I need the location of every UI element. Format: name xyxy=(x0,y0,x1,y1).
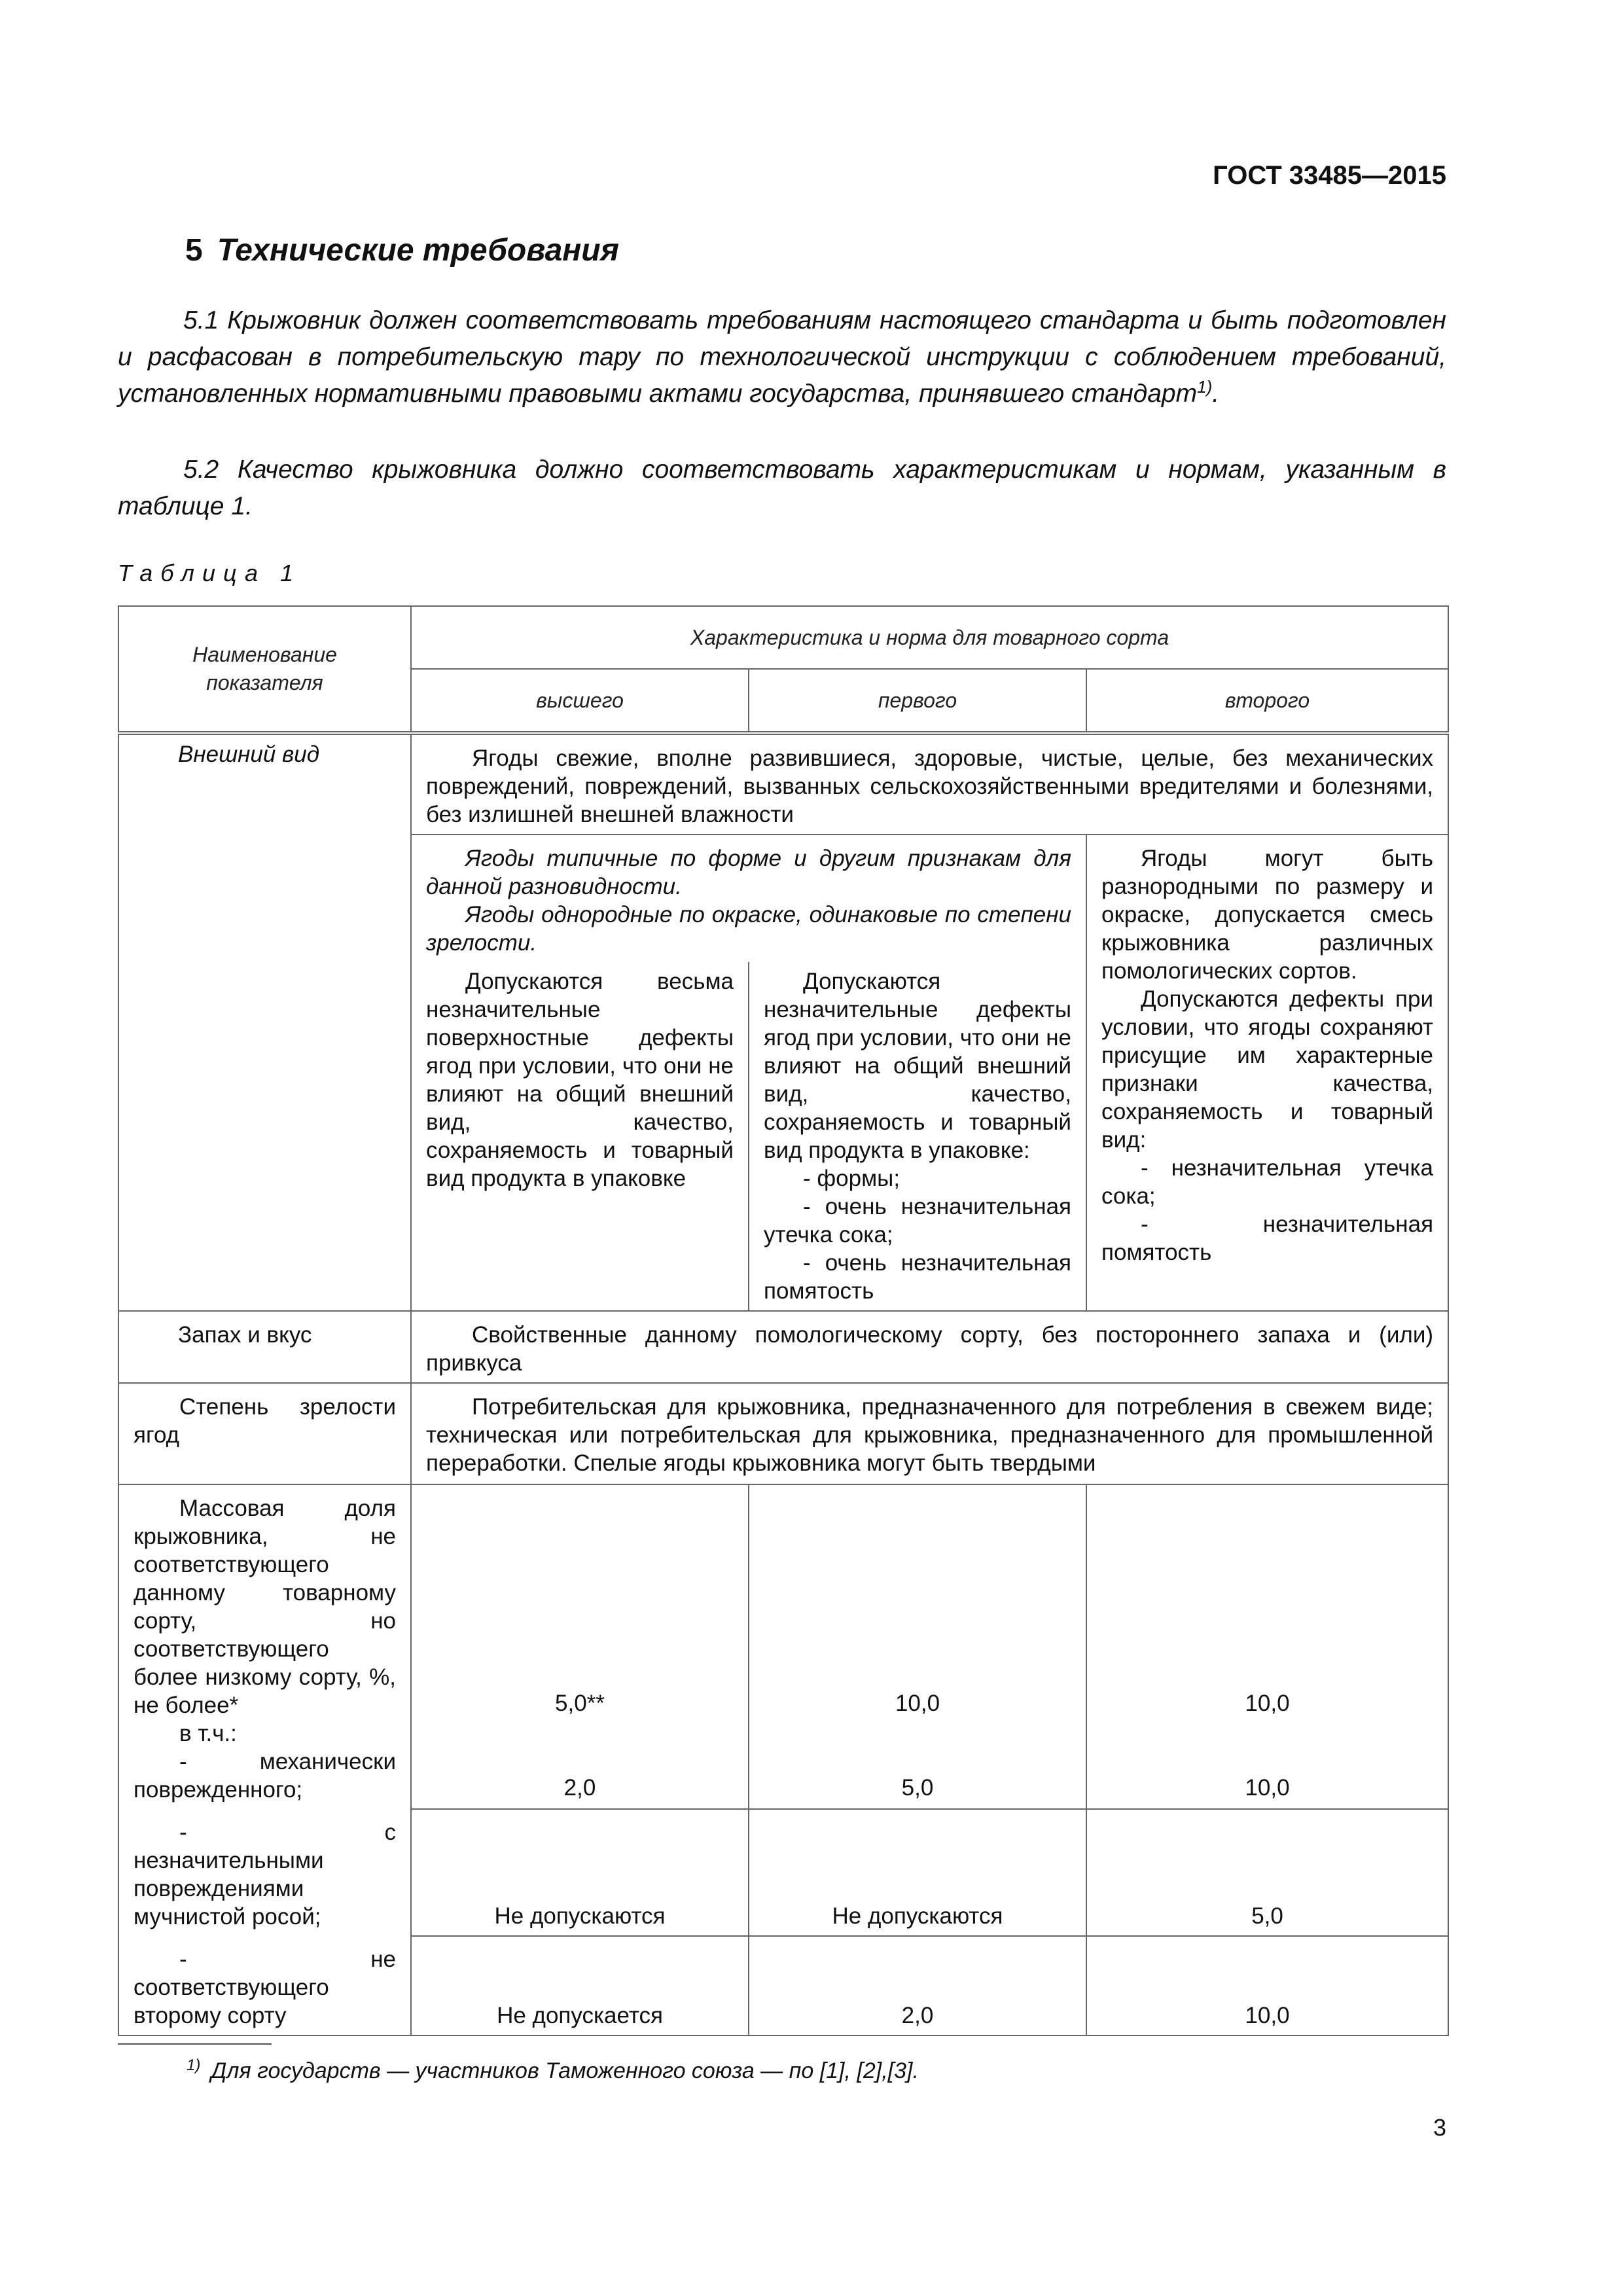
row-mildew-name: - с незначительными повреждениями мучнистой росой; xyxy=(118,1809,411,1936)
appearance-typical-shape: Ягоды типичные по форме и другим признакам для данной разновидности. xyxy=(426,846,1071,899)
mildew-value-highest: Не допускаются xyxy=(411,1809,749,1936)
footnote-separator xyxy=(118,2043,272,2045)
row-nonsecond-name: - не соответствующего второму сорту xyxy=(118,1936,411,2036)
appearance-first-grade xyxy=(749,962,1086,1311)
appearance-first-item: - формы; xyxy=(803,1166,901,1191)
appearance-highest-grade: Допускаются весьма незначительные поверхностные дефекты ягод при условии, что они не влияют на общий внешний вид, качество, сохраняемость и товарный вид продукта в упаковке xyxy=(411,962,749,1311)
paragraph-5-1-end: . xyxy=(1212,380,1220,408)
quality-table xyxy=(118,605,1449,2036)
paragraph-5-1 xyxy=(118,302,1446,412)
appearance-first-item: - очень незначительная утечка сока; xyxy=(764,1194,1071,1247)
header-indicator-name: Наименование показателя xyxy=(118,606,411,733)
footnote-ref-1: 1) xyxy=(1197,377,1213,397)
row-mass-name xyxy=(118,1484,411,1809)
appearance-first-defects: Допускаются незначительные дефекты ягод при условии, что они не влияют на общий внешний вид, качество, сохраняемость и товарный вид продукта в упаковке: xyxy=(764,969,1071,1163)
row-smell-name: Запах и вкус xyxy=(118,1311,411,1383)
footnote-text: Для государств — участников Таможенного союза — по [1], [2],[3]. xyxy=(211,2058,919,2083)
smell-value: Свойственные данному помологическому сорту, без постороннего запаха и (или) привкуса xyxy=(411,1311,1448,1383)
section-heading xyxy=(185,232,619,268)
mass-value-highest xyxy=(411,1484,749,1809)
appearance-second-item: - незначительная помятость xyxy=(1101,1211,1434,1265)
footnote xyxy=(187,2058,919,2084)
mass-mech-first: 5,0 xyxy=(901,1775,934,1801)
document-standard-number: ГОСТ 33485—2015 xyxy=(1213,161,1446,190)
mass-mech-highest: 2,0 xyxy=(563,1775,596,1801)
row-appearance-name: Внешний вид xyxy=(118,733,411,1311)
appearance-second-item: - незначительная утечка сока; xyxy=(1101,1155,1434,1209)
mass-value-first xyxy=(749,1484,1086,1809)
paragraph-5-1-text: 5.1 Крыжовник должен соответствовать требованиям настоящего стандарта и быть подготовлен и расфасован в потребительскую тару по технологической инструкции с соблюдением требований, установленных нормативными правовыми актами государства, принявшего стандарт xyxy=(118,306,1446,408)
mass-main-first: 10,0 xyxy=(895,1691,940,1716)
footnote-mark: 1) xyxy=(187,2056,201,2074)
row-ripeness-name: Степень зрелости ягод xyxy=(118,1383,411,1484)
paragraph-5-2-text: 5.2 Качество крыжовника должно соответствовать характеристикам и нормам, указанным в таблице 1. xyxy=(118,456,1446,520)
appearance-second-mixed: Ягоды могут быть разнородными по размеру и окраске, допускается смесь крыжовника различных помологических сортов. xyxy=(1101,846,1434,984)
mass-main-second: 10,0 xyxy=(1245,1691,1290,1716)
paragraph-5-2 xyxy=(118,452,1446,525)
appearance-first-item: - очень незначительная помятость xyxy=(764,1250,1071,1304)
header-grade-highest: высшего xyxy=(411,669,749,733)
section-title: Технические требования xyxy=(217,233,619,268)
appearance-common: Ягоды свежие, вполне развившиеся, здоровые, чистые, целые, без механических повреждений, повреждений, вызванных сельскохозяйственными вредителями и болезнями, без излишней внешней влажности xyxy=(411,733,1448,834)
mass-name-incl: в т.ч.: xyxy=(179,1721,237,1746)
table-caption: Таблица 1 xyxy=(118,560,302,586)
header-characteristic-group: Характеристика и норма для товарного сорта xyxy=(411,606,1448,669)
ripeness-value: Потребительская для крыжовника, предназначенного для потребления в свежем виде; техническая или потребительская для крыжовника, предназначенного для промышленной переработки. Спелые ягоды крыжовника могут быть твердыми xyxy=(411,1383,1448,1484)
nonsecond-value-second: 10,0 xyxy=(1086,1936,1448,2036)
page-number: 3 xyxy=(1433,2114,1446,2141)
mildew-value-first: Не допускаются xyxy=(749,1809,1086,1936)
mass-name-main: Массовая доля крыжовника, не соответствующего данному товарному сорту, но соответствующего более низкому сорту, %, не более* xyxy=(134,1496,396,1718)
appearance-top-first-grades xyxy=(411,834,1086,962)
nonsecond-value-first: 2,0 xyxy=(749,1936,1086,2036)
header-grade-second: второго xyxy=(1086,669,1448,733)
mass-main-highest: 5,0** xyxy=(555,1691,605,1716)
appearance-second-defects: Допускаются дефекты при условии, что ягоды сохраняют присущие им характерные признаки качества, сохраняемость и товарный вид: xyxy=(1101,986,1434,1153)
section-number: 5 xyxy=(185,233,203,268)
appearance-uniform-color: Ягоды однородные по окраске, одинаковые по степени зрелости. xyxy=(426,902,1071,956)
nonsecond-value-highest: Не допускается xyxy=(411,1936,749,2036)
header-grade-first: первого xyxy=(749,669,1086,733)
mildew-value-second: 5,0 xyxy=(1086,1809,1448,1936)
mass-mech-second: 10,0 xyxy=(1245,1775,1290,1801)
appearance-second-grade xyxy=(1086,834,1448,1311)
mass-value-second xyxy=(1086,1484,1448,1809)
mass-name-mech: - механически поврежденного; xyxy=(134,1749,396,1803)
